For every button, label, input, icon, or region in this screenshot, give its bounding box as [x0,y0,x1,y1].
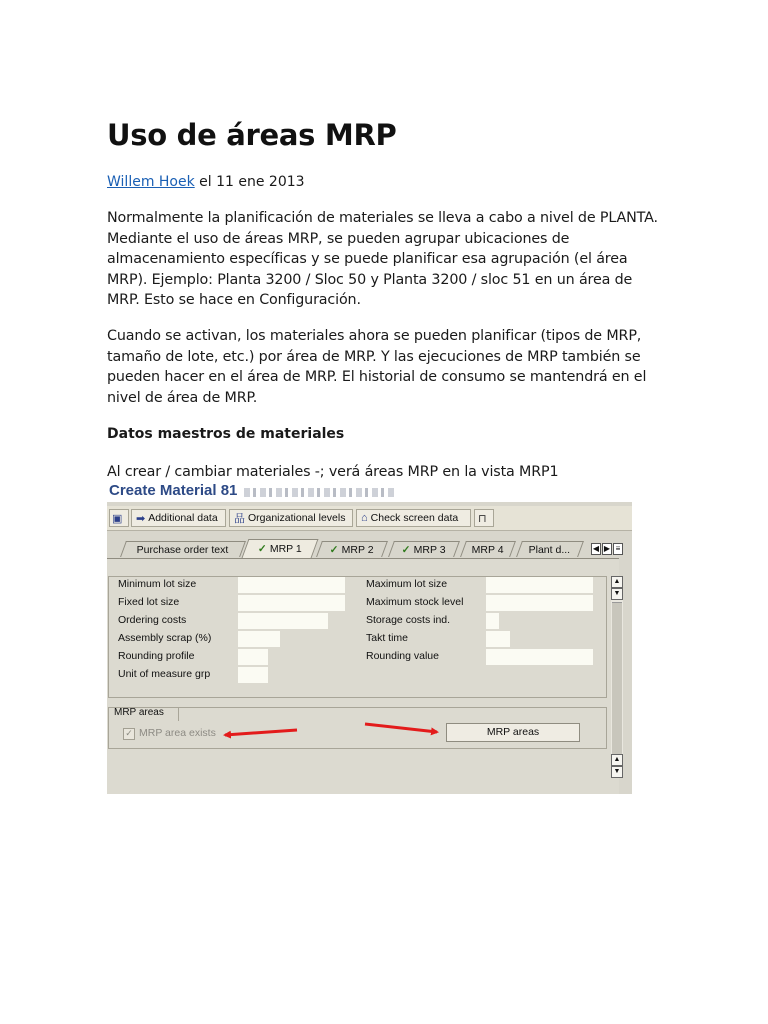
scroll-up-icon[interactable]: ▲ [611,754,623,766]
rounding-profile-label: Rounding profile [118,650,195,662]
fixed-lot-size-label: Fixed lot size [118,596,180,608]
scroll-down-icon[interactable]: ▼ [611,766,623,778]
tab-scroll-left-icon[interactable]: ◀ [592,544,600,553]
lot-size-fields [108,576,607,698]
arrow-right-icon: ➡ [136,512,146,525]
checkmark-icon: ✓ [401,543,411,556]
assembly-scrap-input[interactable] [238,631,280,647]
uom-group-input[interactable] [238,667,268,683]
post-date: el 11 ene 2013 [194,174,305,190]
max-stock-level-label: Maximum stock level [366,596,464,608]
checkmark-icon: ✓ [329,543,339,556]
paragraph-mrp1-view: Al crear / cambiar materiales -; verá áreas MRP en la vista MRP1 [107,464,559,480]
check-screen-label: Check screen data [370,512,459,524]
mrp-areas-group [108,707,607,749]
max-stock-level-input[interactable] [486,595,593,611]
byline [107,174,305,190]
other-view-button[interactable] [109,509,129,527]
author-link[interactable]: Willem Hoek [107,174,195,190]
paragraph-intro: Normalmente la planificación de materiales se lleva a cabo a nivel de PLANTA. Mediante el uso de áreas MRP, se pueden agrupar ubicaciones de almacenamiento específicas y se puede planificar esa agrupación (el área MRP). Ejemplo: Planta 3200 / Sloc 50 y Planta 3200 / sloc 51 en un área de MRP. Esto se hace en Configuración. [107,210,658,308]
uom-group-label: Unit of measure grp [118,668,211,680]
rounding-profile-input[interactable] [238,649,268,665]
sap-tab-strip [107,538,632,558]
storage-costs-input[interactable] [486,613,499,629]
ordering-costs-label: Ordering costs [118,614,187,626]
fixed-lot-size-input[interactable] [238,595,345,611]
tab-mrp-2[interactable] [316,541,388,557]
ordering-costs-input[interactable] [238,613,328,629]
hierarchy-icon: 品 [234,513,245,525]
blurred-title-text [244,488,394,497]
max-lot-size-label: Maximum lot size [366,578,448,590]
paragraph-activation: Cuando se activan, los materiales ahora se pueden planificar (tipos de MRP, tamaño de lote, etc.) por área de MRP. Y las ejecuciones de MRP también se pueden hacer en el área de MRP. El historial de consumo se mantendrá en el nivel de área de MRP. [107,328,647,406]
tab-label: MRP 4 [471,543,504,556]
additional-data-label: Additional data [148,512,218,524]
mrp-area-exists-checkbox[interactable]: ✓ [123,728,135,740]
mrp-areas-group-title: MRP areas [109,707,179,721]
scroll-down-icon[interactable]: ▼ [611,588,623,600]
tab-mrp-3[interactable] [388,541,460,557]
min-lot-size-label: Minimum lot size [118,578,197,590]
storage-costs-label: Storage costs ind. [366,614,451,626]
check-icon: ⌂ [361,512,368,524]
tab-label: Plant d... [529,543,571,556]
org-levels-button[interactable] [229,509,353,527]
vertical-scrollbar[interactable] [611,576,623,778]
tab-plant-data[interactable] [516,541,584,557]
org-levels-label: Organizational levels [248,512,346,524]
checkmark-icon: ✓ [257,543,267,555]
page-title: Uso de áreas MRP [107,118,397,152]
sap-toolbar [107,506,632,531]
scroll-thumb[interactable] [612,602,622,766]
takt-time-label: Takt time [366,632,409,644]
rounding-value-label: Rounding value [366,650,439,662]
lock-button[interactable] [474,509,494,527]
tab-label: MRP 1 [269,543,302,555]
tab-label: Purchase order text [136,543,229,556]
takt-time-input[interactable] [486,631,510,647]
lock-icon: ⊓ [478,512,487,525]
views-icon: ▣ [112,512,123,525]
assembly-scrap-label: Assembly scrap (%) [118,632,212,644]
max-lot-size-input[interactable] [486,577,593,593]
mrp-area-exists-label: MRP area exists [139,727,216,739]
tab-mrp-4[interactable] [460,541,516,557]
tab-purchase-order-text[interactable] [120,541,246,557]
check-screen-button[interactable] [356,509,471,527]
tab-mrp-1[interactable] [242,539,319,558]
sap-screen-title: Create Material 81 [109,482,238,499]
tab-scroll-right-icon[interactable]: ▶ [603,544,611,553]
sap-screenshot [107,480,632,794]
additional-data-button[interactable] [131,509,226,527]
min-lot-size-input[interactable] [238,577,345,593]
sap-screen-body [107,558,619,794]
tab-label: MRP 2 [341,543,374,556]
scroll-up-icon[interactable]: ▲ [611,576,623,588]
sap-title-bar [107,480,632,502]
rounding-value-input[interactable] [486,649,593,665]
tab-list-icon[interactable]: ≡ [613,543,623,555]
tab-label: MRP 3 [413,543,446,556]
section-heading: Datos maestros de materiales [107,426,345,442]
mrp-areas-button[interactable]: MRP areas [446,723,580,742]
